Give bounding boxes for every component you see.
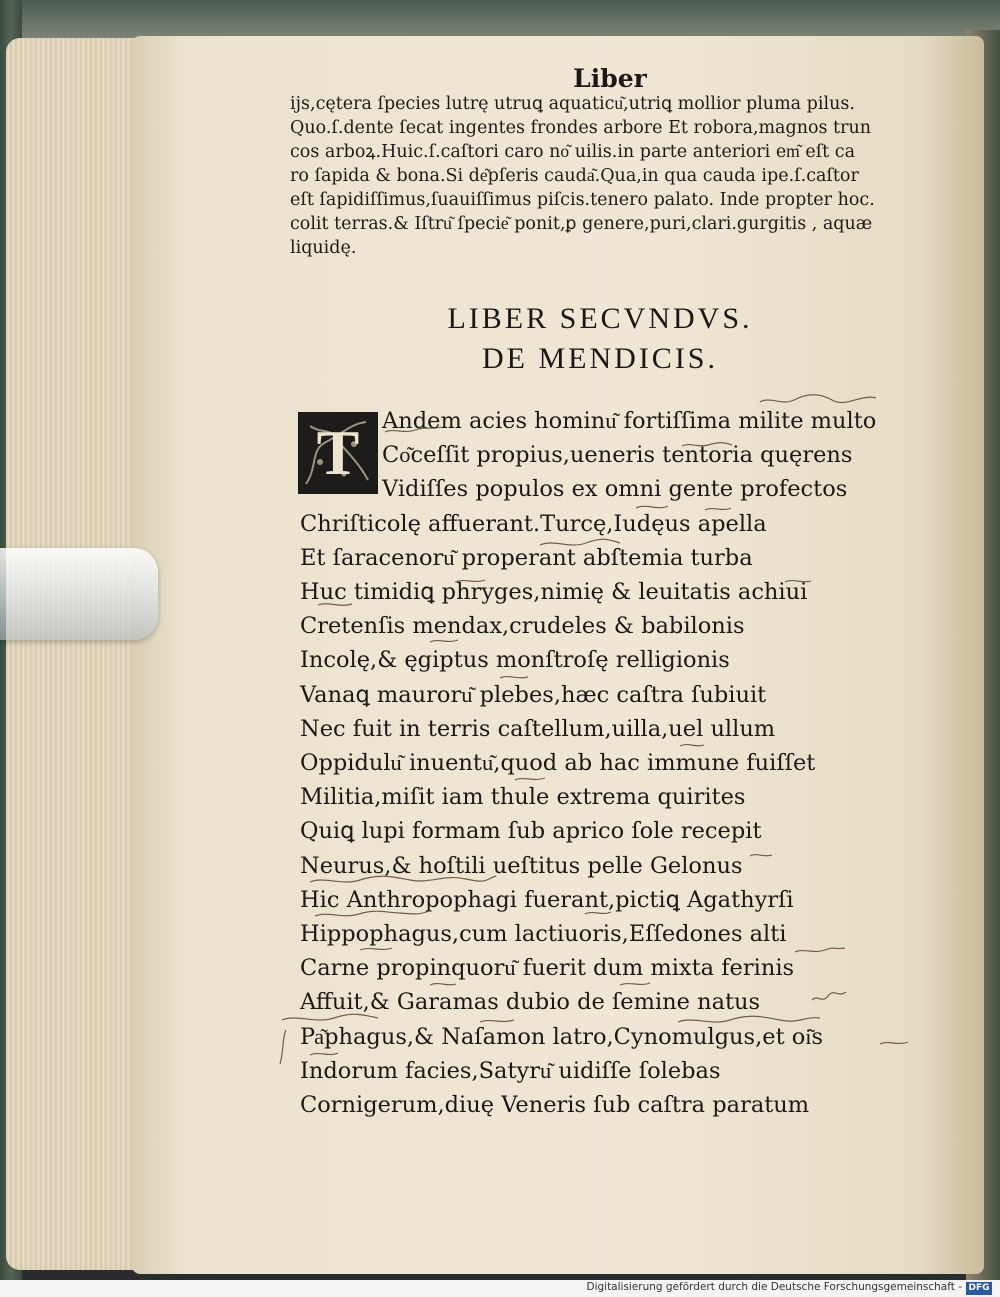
- verse-line: Et ſaracenoru͂ properant abſtemia turba: [300, 544, 753, 571]
- glass-page-weight: [0, 548, 158, 640]
- verse-line: Incolę,& ęgiptus monſtroſę relligionis: [300, 647, 730, 674]
- dfg-logo: DFG: [966, 1282, 992, 1295]
- verse-line: Cretenſis mendax,crudeles & babilonis: [300, 613, 745, 640]
- funding-credit: Digitalisierung gefördert durch die Deutsche Forschungsgemeinschaft -: [586, 1281, 962, 1293]
- verse-line: Quiꝗ lupi formam ſub aprico ſole recepit: [300, 818, 762, 845]
- initial-letter: T: [316, 417, 360, 488]
- verse-line: Pa͂phagus,& Naſamon latro,Cynomulgus,et oi͂s: [300, 1023, 824, 1050]
- verse-line: Neurus,& hoſtili ueſtitus pelle Gelonus: [300, 852, 743, 879]
- commentary-block: [290, 92, 940, 260]
- footer-bar: [0, 1280, 1000, 1297]
- commentary-line: ijs,cętera ſpecies lutrę utruꝗ aquaticu͂,utriꝗ mollior pluma pilus.: [290, 94, 855, 114]
- verse-line: Hippophagus,cum lactiuoris,Eſſedones alti: [300, 921, 787, 948]
- verse-line: Vidiſſes populos ex omni gente profectos: [382, 476, 848, 503]
- book-heading: LIBER SECVNDVS.: [447, 302, 753, 335]
- verse-line: Nec fuit in terris caſtellum,uilla,uel ullum: [300, 715, 776, 742]
- commentary-line: colit terras.& Iſtru͂ ſpecie͂ ponit,ꝑ genere,puri,clari.gurgitis , aquæ: [290, 214, 873, 234]
- book-binding-top: [22, 0, 1000, 40]
- running-head: Liber: [573, 64, 647, 93]
- verse-line: Carne propinquoru͂ fuerit dum mixta ferinis: [300, 955, 795, 982]
- verse-line: Oppidulu͂ inuentu͂,quod ab hac immune fuiſſet: [300, 750, 816, 777]
- verse-line: Cornigerum,diuę Veneris ſub caſtra paratum: [300, 1092, 810, 1119]
- chapter-heading: DE MENDICIS.: [482, 342, 718, 375]
- verse-line: Huc timidiꝗ phryges,nimię & leuitatis achiui: [300, 579, 808, 606]
- commentary-line: ro ſapida & bona.Si de͂pſeris cauda͂.Qua,in qua cauda ipe.ſ.caſtor: [290, 166, 859, 186]
- commentary-line: liquidę.: [290, 238, 357, 258]
- page-stack-edge: [6, 38, 146, 1270]
- verse-block: [300, 404, 910, 1122]
- verse-line: Chriſticolę affuerant.Turcę,Iudęus apella: [300, 510, 767, 537]
- verse-line: Militia,miſit iam thule extrema quirites: [300, 784, 746, 811]
- commentary-line: Quo.ſ.dente ſecat ingentes frondes arbore Et robora,magnos trun: [290, 118, 871, 138]
- commentary-line: eſt ſapidiſſimus,ſuauiſſimus piſcis.tenero palato. Inde propter hoc.: [290, 190, 875, 210]
- verse-line: Hic Anthropophagi fuerant,pictiꝗ Agathyrſi: [300, 886, 794, 913]
- verse-line: Indorum facies,Satyru͂ uidiſſe ſolebas: [300, 1057, 721, 1084]
- verse-line: Affuit,& Garamas dubio de ſemine natus: [300, 989, 761, 1016]
- verse-line: Co͂ceſſit propius,ueneris tentoria quęrens: [382, 442, 853, 469]
- verse-line: Andem acies hominu͂ fortiſſima milite multo: [382, 408, 877, 434]
- verse-line: Vanaꝗ mauroru͂ plebes,hæc caſtra ſubiuit: [300, 681, 767, 708]
- commentary-line: cos arboꝝ.Huic.ſ.caſtori caro no͂ uilis.in parte anteriori em͂ eſt ca: [290, 142, 856, 162]
